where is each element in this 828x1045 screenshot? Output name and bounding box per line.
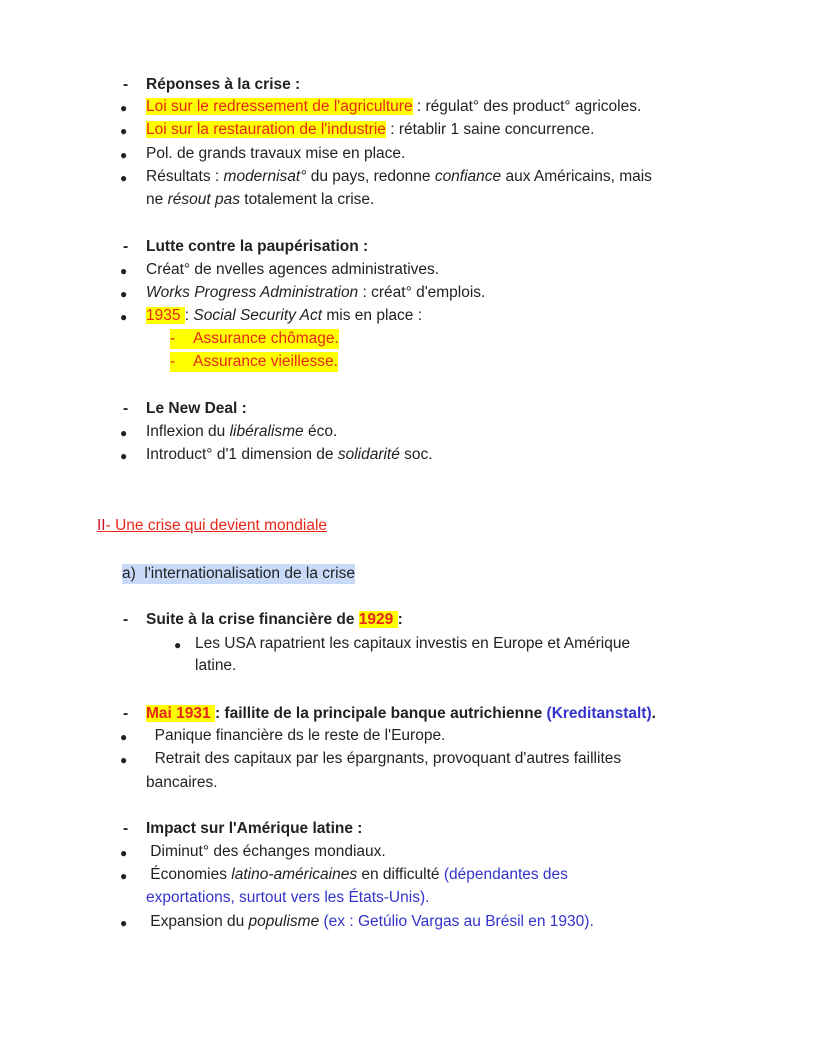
dash-marker: - (123, 820, 129, 837)
bullet-icon: ● (120, 449, 128, 463)
dash-marker: - (123, 76, 129, 93)
list-item: Pol. de grands travaux mise en place. (146, 145, 406, 162)
bullet-icon: ● (174, 638, 182, 652)
bullet-icon: ● (120, 287, 128, 301)
impact-title: Impact sur l'Amérique latine : (146, 820, 363, 837)
list-item: Introduct° d'1 dimension de solidarité soc. (146, 446, 433, 463)
list-item: 1935 : Social Security Act mis en place : (146, 307, 422, 324)
bullet-icon: ● (120, 148, 128, 162)
list-item: Les USA rapatrient les capitaux investis en Europe et Amérique (195, 635, 631, 652)
bullet-icon: ● (120, 310, 128, 324)
section-heading: II- Une crise qui devient mondiale (97, 517, 328, 534)
list-item: Inflexion du libéralisme éco. (146, 423, 338, 440)
list-item-continuation: ne résout pas totalement la crise. (146, 191, 375, 208)
bullet-icon: ● (120, 753, 128, 767)
list-item: Économies latino-américaines en difficulté (dépendantes des (146, 866, 568, 883)
reponses-title: Réponses à la crise : (146, 76, 301, 93)
bullet-icon: ● (120, 730, 128, 744)
dash-marker: - (123, 238, 129, 255)
bullet-icon: ● (120, 846, 128, 860)
bullet-icon: ● (120, 264, 128, 278)
suite-title: Suite à la crise financière de 1929 : (146, 611, 403, 628)
list-item: Résultats : modernisat° du pays, redonne confiance aux Américains, mais (146, 168, 652, 185)
list-item: Expansion du populisme (ex : Getúlio Vargas au Brésil en 1930). (146, 913, 594, 930)
dash-marker: - (123, 705, 129, 722)
sub-list-item: - Assurance chômage. (170, 330, 339, 347)
bullet-icon: ● (120, 171, 128, 185)
list-item: Works Progress Administration : créat° d'emplois. (146, 284, 486, 301)
bullet-icon: ● (120, 916, 128, 930)
list-item-continuation: exportations, surtout vers les États-Unis). (146, 889, 430, 906)
list-item: Panique financière ds le reste de l'Europe. (146, 727, 446, 744)
list-item: Retrait des capitaux par les épargnants, provoquant d'autres faillites (146, 750, 622, 767)
list-item: Loi sur la restauration de l'industrie : rétablir 1 saine concurrence. (146, 121, 595, 138)
subheading: a) l'internationalisation de la crise (122, 565, 355, 582)
newdeal-title: Le New Deal : (146, 400, 247, 417)
bullet-icon: ● (120, 124, 128, 138)
sub-list-item: - Assurance vieillesse. (170, 353, 338, 370)
bullet-icon: ● (120, 101, 128, 115)
lutte-title: Lutte contre la paupérisation : (146, 238, 369, 255)
list-item: Loi sur le redressement de l'agriculture : régulat° des product° agricoles. (146, 98, 642, 115)
list-item: Diminut° des échanges mondiaux. (146, 843, 386, 860)
list-item: Créat° de nvelles agences administratives. (146, 261, 440, 278)
mai-title: Mai 1931 : faillite de la principale banque autrichienne (Kreditanstalt). (146, 705, 656, 722)
bullet-icon: ● (120, 426, 128, 440)
list-item-continuation: bancaires. (146, 774, 218, 791)
list-item-continuation: latine. (195, 657, 237, 674)
bullet-icon: ● (120, 869, 128, 883)
dash-marker: - (123, 611, 129, 628)
dash-marker: - (123, 400, 129, 417)
